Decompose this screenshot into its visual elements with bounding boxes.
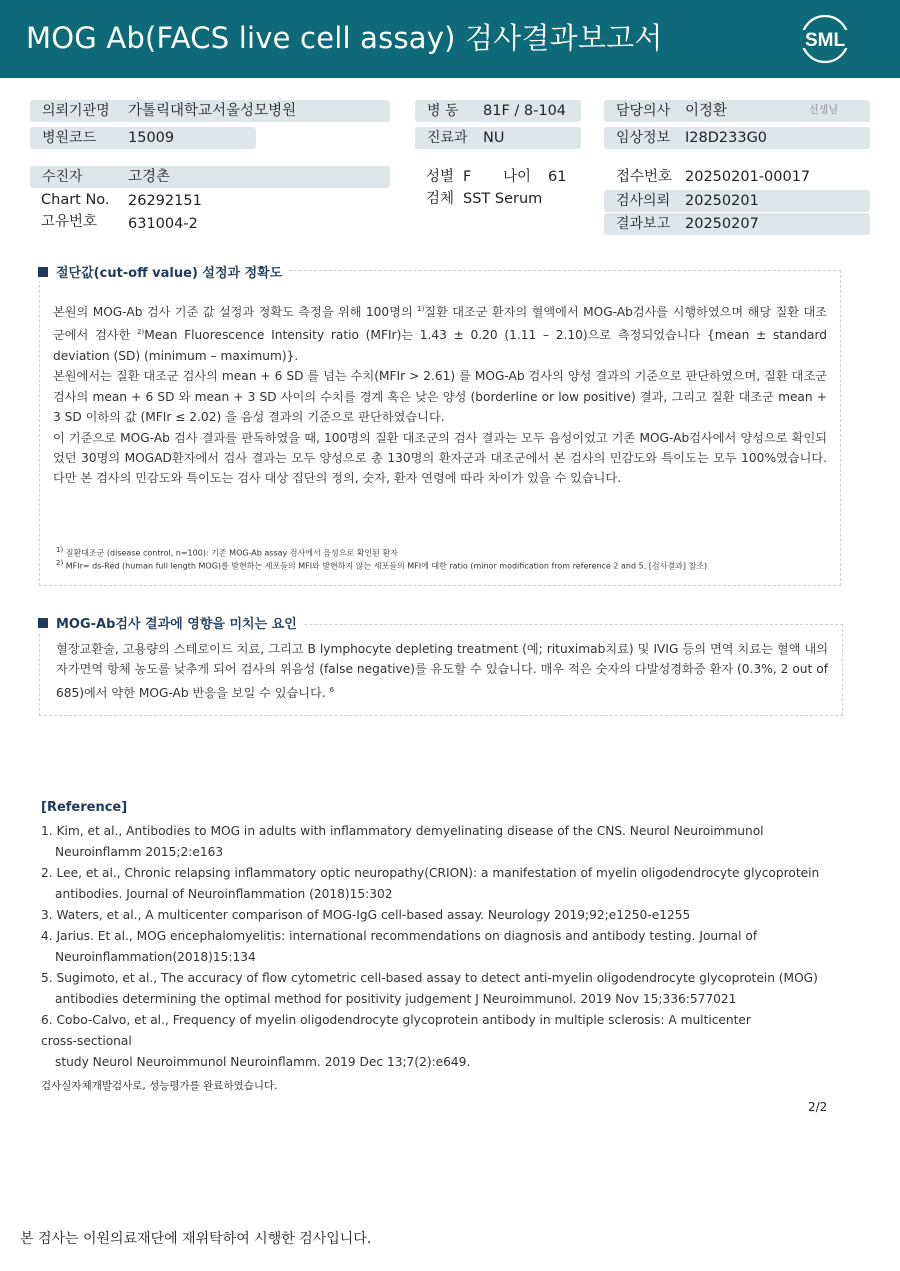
reference-item-cont: antibodies. Journal of Neuroinflammation (2018)15:302 (55, 887, 393, 901)
bullet-square-icon (38, 618, 48, 628)
factors-section-title-text: MOG-Ab검사 결과에 영향을 미치는 요인 (56, 617, 297, 632)
reference-item: 3. Waters, et al., A multicenter comparison of MOG-IgG cell-based assay. Neurology 2019;92;e1250-e1255 (41, 908, 691, 922)
reference-list (41, 821, 841, 1073)
chart-no-label: Chart No. (41, 192, 110, 208)
reference-item: 4. Jarius. Et al., MOG encephalomyelitis: international recommendations on diagnosis and antibody testing. Journal of (41, 929, 758, 943)
sex-label: 성별 (426, 169, 455, 185)
clinical-info-value: I28D233G0 (685, 130, 768, 146)
cutoff-section-body (53, 299, 827, 489)
clinical-info-row (604, 127, 870, 149)
ward-label: 병 동 (427, 103, 459, 119)
reference-item-cont: antibodies determining the optimal method for positivity judgement J Neuroimmunol. 2019 Nov 15;336:577021 (55, 992, 737, 1006)
request-date-value: 20250201 (685, 193, 759, 209)
sml-logo (796, 13, 854, 65)
institution-row (30, 100, 390, 122)
ward-row (415, 100, 581, 122)
reference-title: [Reference] (41, 800, 128, 815)
patient-label: 수진자 (42, 169, 83, 185)
reference-item-cont: Neuroinflamm 2015;2:e163 (55, 845, 224, 859)
doctor-suffix: 선생님 (809, 105, 838, 116)
unique-no-value: 631004-2 (128, 216, 198, 232)
cutoff-section-title (38, 262, 288, 281)
reference-item: 1. Kim, et al., Antibodies to MOG in adults with inflammatory demyelinating disease of the CNS. Neurol Neuroimmunol (41, 824, 764, 838)
doctor-value: 이정환 (685, 103, 728, 119)
reference-item: 5. Sugimoto, et al., The accuracy of flow cytometric cell-based assay to detect anti-myelin oligodendrocyte glycoprotein (MOG) (41, 971, 818, 985)
cutoff-section-title-text: 절단값(cut-off value) 설정과 정확도 (56, 266, 283, 281)
department-value: NU (483, 130, 505, 146)
footnote-2: $^{2)}$ MFIr= ds-Red (human full length MOG)를 발현하는 세포들의 MFI와 발현하지 않는 세포들의 MFI에 대한 ratio (minor modification from reference 2 and 5, [검사결과] 참조) (56, 559, 708, 571)
reference-item-cont: Neuroinflammation(2018)15:134 (55, 950, 256, 964)
reference-item: 6. Cobo-Calvo, et al., Frequency of myelin oligodendrocyte glycoprotein antibody in multiple sclerosis: A multicenter (41, 1013, 751, 1027)
reference-item: 2. Lee, et al., Chronic relapsing inflammatory optic neuropathy(CRION): a manifestation of myelin oligodendrocyte glycoprotein (41, 866, 820, 880)
age-value: 61 (548, 169, 567, 185)
factors-paragraph: 혈장교환술, 고용량의 스테로이드 치료, 그리고 B lymphocyte depleting treatment (예; rituximab치료) 및 IVIG 등의 면역 치료는 혈액 내의 자가면역 항체 농도를 낮추게 되어 검사의 위음성 (false negative)를 유도할 수 있습니다. 매우 적은 숫자의 다발성경화증 환자 (0.3%, 2 out of 685)에서 약한 MOG-Ab 반응을 보일 수 있습니다. $^6$ (56, 642, 828, 700)
receipt-no-value: 20250201-00017 (685, 169, 811, 185)
chart-no-value: 26292151 (128, 193, 202, 209)
patient-value: 고경촌 (128, 169, 171, 185)
institution-value: 가톨릭대학교서울성모병원 (128, 103, 297, 119)
specimen-label: 검체 (426, 191, 455, 207)
report-date-row (604, 213, 870, 235)
reference-item-cont: study Neurol Neuroimmunol Neuroinflamm. 2019 Dec 13;7(2):e649. (55, 1055, 471, 1069)
request-date-row (604, 190, 870, 212)
age-label: 나이 (503, 169, 532, 185)
cutoff-paragraph-2: 본원에서는 질환 대조군 검사의 mean + 6 SD 를 넘는 수치(MFIr > 2.61) 를 MOG-Ab 검사의 양성 결과의 기준으로 판단하였으며, 질환 대조군 검사의 mean + 6 SD 와 mean + 3 SD 사이의 수치를 경계 혹은 낮은 양성 (borderline or low positive) 결과, 그리고 질환 대조군 mean + 3 SD 이하의 값 (MFIr ≤ 2.02) 을 음성 결과의 기준으로 판단하였습니다. (53, 369, 827, 425)
specimen-value: SST Serum (463, 191, 543, 207)
reference-item-cont: cross-sectional (41, 1034, 132, 1048)
footer-note: 본 검사는 이원의료재단에 재위탁하여 시행한 검사입니다. (20, 1231, 372, 1247)
factors-section-title (38, 613, 303, 632)
hospital-code-row (30, 127, 256, 149)
cutoff-paragraph-1: 본원의 MOG-Ab 검사 기준 값 설정과 정확도 측정을 위해 100명의 $^{1)}$질환 대조군 환자의 혈액에서 MOG-Ab검사를 시행하였으며 해당 질환 대조군에서 검사한 $^{2)}$Mean Fluorescence Intensity ratio (MFIr)는 1.43 ± 0.20 (1.11 – 2.10)으로 측정되었습니다 {mean ± standard deviation (SD) (minimum – maximum)}. (53, 305, 828, 363)
bullet-square-icon (38, 267, 48, 277)
hospital-code-label: 병원코드 (42, 130, 97, 146)
unique-no-label: 고유번호 (41, 214, 98, 230)
institution-label: 의뢰기관명 (42, 103, 110, 119)
department-row (415, 127, 581, 149)
receipt-no-label: 접수번호 (616, 169, 673, 185)
performance-note: 검사실자체개발검사로, 성능평가를 완료하였습니다. (41, 1080, 278, 1092)
department-label: 진료과 (427, 130, 468, 146)
sex-value: F (463, 169, 472, 185)
request-date-label: 검사의뢰 (616, 193, 671, 209)
report-date-label: 결과보고 (616, 216, 671, 232)
ward-value: 81F / 8-104 (483, 103, 567, 119)
footnote-1: $^{1)}$ 질환대조군 (disease control, n=100): 기존 MOG-Ab assay 검사에서 음성으로 확인된 환자 (56, 546, 398, 558)
cutoff-paragraph-3: 이 기준으로 MOG-Ab 검사 결과를 판독하였을 때, 100명의 질환 대조군의 검사 결과는 모두 음성이었고 기존 MOG-Ab검사에서 양성으로 확인되었던 30명의 MOGAD환자에서 검사 결과는 모두 양성으로 총 130명의 환자군과 대조군에서 본 검사의 민감도와 특이도는 모두 100%였습니다. 다만 본 검사의 민감도와 특이도는 검사 대상 집단의 정의, 숫자, 환자 연령에 따라 차이가 있을 수 있습니다. (53, 430, 827, 486)
doctor-row (604, 100, 870, 122)
hospital-code-value: 15009 (128, 130, 175, 146)
clinical-info-label: 임상정보 (616, 130, 671, 146)
page-number: 2/2 (808, 1100, 828, 1114)
patient-row (30, 166, 390, 188)
doctor-label: 담당의사 (616, 103, 671, 119)
logo-text: SML (804, 30, 846, 51)
report-header (0, 0, 900, 78)
factors-section-body (56, 639, 828, 703)
report-date-value: 20250207 (685, 216, 759, 232)
report-title: MOG Ab(FACS live cell assay) 검사결과보고서 (26, 21, 663, 55)
